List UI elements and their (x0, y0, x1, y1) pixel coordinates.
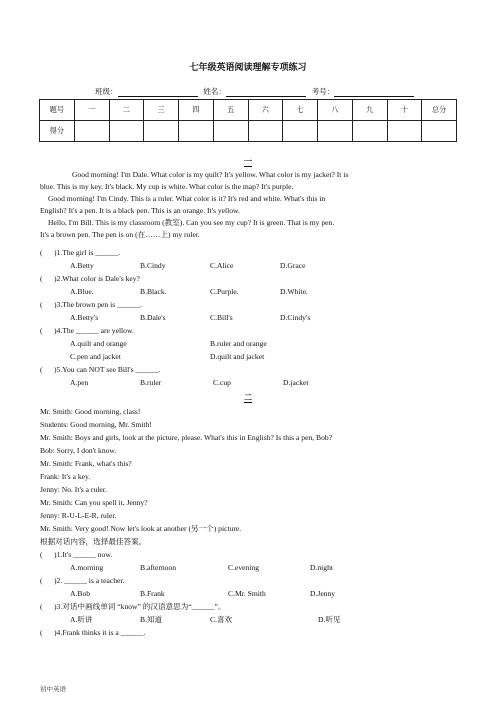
score-header-cell: 七 (283, 100, 318, 121)
score-cell[interactable] (213, 121, 248, 142)
class-label: 班级： (95, 87, 118, 96)
student-info-line (95, 86, 418, 97)
score-header-cell: 九 (352, 100, 387, 121)
option[interactable]: B.知道 (140, 615, 163, 624)
score-cell[interactable] (248, 121, 283, 142)
option[interactable]: B.Frank (140, 589, 165, 598)
option[interactable]: A.morning (70, 563, 104, 572)
passage-line: English? It's a pen. It is a black pen. This is an orange. It's yellow. (40, 206, 240, 215)
dialogue-line: Bob: Sorry, I don't know. (40, 446, 117, 455)
passage-line: It's a brown pen. The pen is on (在……上) my ruler. (40, 230, 200, 239)
option[interactable]: D.Cindy's (280, 313, 311, 322)
score-header-cell: 四 (179, 100, 214, 121)
exam-number-label: 考号： (311, 87, 335, 96)
option[interactable]: A.quilt and orange (70, 339, 127, 348)
question-2-2: ( )2. ______ is a teacher. (40, 576, 125, 585)
score-header-cell: 八 (318, 100, 353, 121)
option[interactable]: C.evening (228, 563, 260, 572)
section-1-heading: 一 (244, 157, 252, 166)
passage-line: blue. This is my key. It's black. My cup is white. What color is the map? It's purple. (40, 182, 294, 191)
score-cell[interactable] (422, 121, 457, 142)
option[interactable]: A.pen (70, 378, 89, 387)
question-2-1: ( )1.It's ______ now. (40, 550, 113, 559)
score-row-label: 得分 (40, 121, 75, 142)
score-header-cell: 总分 (422, 100, 457, 121)
score-header-cell: 五 (213, 100, 248, 121)
option[interactable]: B.ruler (140, 378, 162, 387)
score-header-cell: 一 (74, 100, 109, 121)
class-blank[interactable] (118, 88, 198, 97)
score-cell[interactable] (109, 121, 144, 142)
name-blank[interactable] (226, 88, 306, 97)
question-2-4: ( )4.Frank thinks it is a ______. (40, 628, 146, 637)
score-header-cell: 三 (144, 100, 179, 121)
score-table-score-row (40, 121, 457, 142)
score-table-header-row (40, 100, 457, 121)
option[interactable]: D.night (310, 563, 333, 572)
passage-line: Good morning! I'm Dale. What color is my quilt? It's yellow. What color is my jacket? It is (72, 170, 349, 179)
option[interactable]: C.cup (213, 378, 231, 387)
score-cell[interactable] (283, 121, 318, 142)
dialogue-line: Frank: It's a key. (40, 472, 91, 481)
option[interactable]: B.ruler and orange (210, 339, 267, 348)
dialogue-line: Mr. Smith: Can you spell it, Jenny? (40, 498, 148, 507)
option[interactable]: C.喜欢 (210, 615, 233, 624)
question-1-1: ( )1.The girl is ______. (40, 248, 121, 257)
option[interactable]: A.听讲 (70, 615, 93, 624)
option[interactable]: C.Mr. Smith (228, 589, 266, 598)
option[interactable]: D.White. (280, 287, 308, 296)
page-footer: 初中英语 (40, 686, 66, 693)
option[interactable]: B.Black. (140, 287, 167, 296)
option[interactable]: D.quilt and jacket (210, 352, 265, 361)
dialogue-line: Mr. Smith: Boys and girls, look at the picture, please. What's this in English? Is this a pen, Bob? (40, 433, 333, 442)
option[interactable]: C.Alice (210, 261, 234, 270)
option[interactable]: B.Dale's (140, 313, 166, 322)
section-2-heading: 二 (244, 393, 252, 402)
passage-line: Good morning! I'm Cindy. This is a ruler. What color is it? It's red and white. What's this in (48, 194, 326, 203)
score-header-cell: 二 (109, 100, 144, 121)
passage-line: Hello, I'm Bill. This is my classroom (教室). Can you see my cup? It is green. That is my pen. (48, 218, 335, 227)
question-1-3: ( )3.The brown pen is ______. (40, 300, 142, 309)
score-header-cell: 十 (387, 100, 422, 121)
option[interactable]: B.afternoon (140, 563, 177, 572)
option[interactable]: B.Cindy (140, 261, 166, 270)
question-1-2: ( )2.What color is Dale's key? (40, 274, 140, 283)
score-table (39, 99, 457, 142)
option[interactable]: A.Betty (70, 261, 94, 270)
question-1-5: ( )5.You can NOT see Bill's ______. (40, 365, 161, 374)
instruction: 根据对话内容，选择最佳答案。 (40, 537, 147, 546)
dialogue-line: Jenny: No. It's a ruler. (40, 485, 107, 494)
dialogue-line: Mr. Smith: Good morning, class! (40, 407, 141, 416)
option[interactable]: A.Blue. (70, 287, 94, 296)
score-cell[interactable] (352, 121, 387, 142)
option[interactable]: D.Grace (280, 261, 306, 270)
option[interactable]: C.Purple. (210, 287, 239, 296)
option[interactable]: C.Bill's (210, 313, 233, 322)
dialogue-line: Students: Good morning, Mr. Smith! (40, 420, 152, 429)
name-label: 姓名： (203, 87, 226, 96)
score-header-cell: 题号 (40, 100, 75, 121)
score-cell[interactable] (144, 121, 179, 142)
option[interactable]: D.Jenny (310, 589, 336, 598)
exam-number-blank[interactable] (334, 88, 414, 97)
score-header-cell: 六 (248, 100, 283, 121)
option[interactable]: A.Bob (70, 589, 91, 598)
dialogue-line: Mr. Smith: Very good! Now let's look at another (另一个) picture. (40, 524, 242, 533)
score-cell[interactable] (179, 121, 214, 142)
option[interactable]: C.pen and jacket (70, 352, 121, 361)
dialogue-line: Mr. Smith: Frank, what's this? (40, 459, 132, 468)
question-1-4: ( )4.The ______ are yellow. (40, 326, 134, 335)
score-cell[interactable] (318, 121, 353, 142)
dialogue-line: Jenny: R-U-L-E-R, ruler. (40, 511, 117, 520)
page-title: 七年级英语阅读理解专项练习 (189, 62, 307, 72)
option[interactable]: D.听见 (318, 615, 341, 624)
score-cell[interactable] (74, 121, 109, 142)
question-2-3: ( )3.对话中画线单词 “know” 的汉语意思为“______”。 (40, 602, 226, 611)
option[interactable]: A.Betty's (70, 313, 99, 322)
option[interactable]: D.jacket (283, 378, 309, 387)
score-cell[interactable] (387, 121, 422, 142)
